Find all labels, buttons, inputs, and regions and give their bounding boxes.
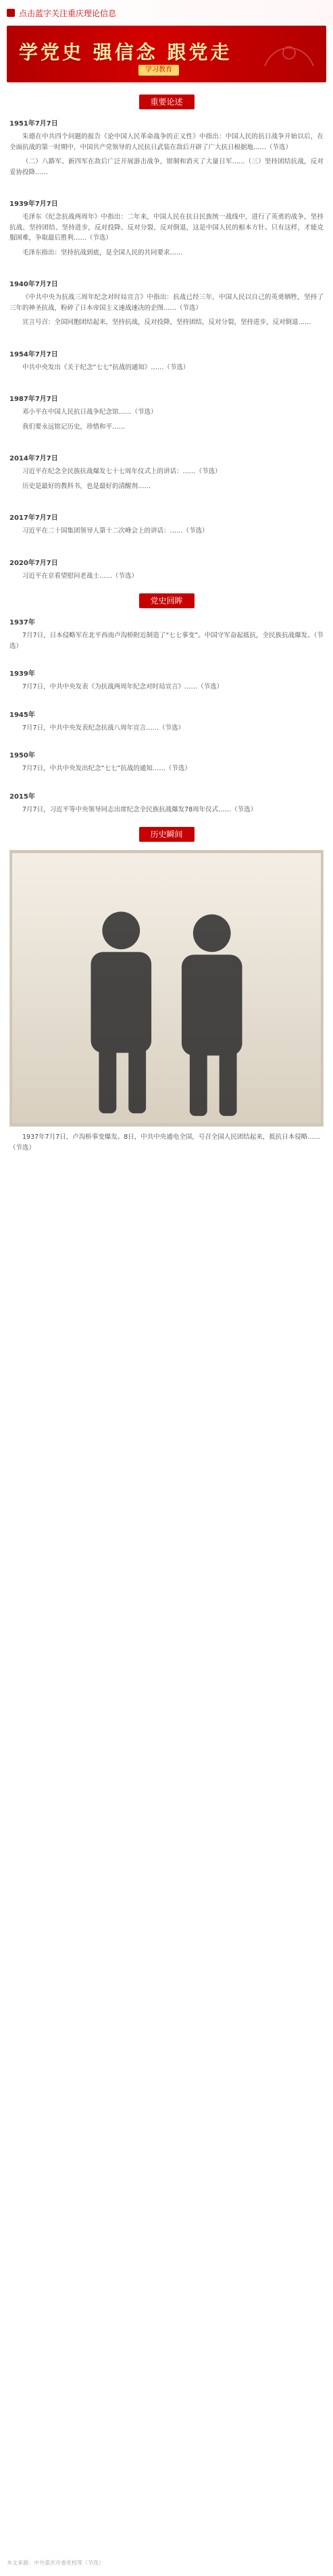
paragraph: 历史是最好的教科书，也是最好的清醒剂…… bbox=[22, 482, 151, 490]
timeline-block bbox=[9, 709, 324, 734]
paragraph: 7月7日，习近平等中央领导同志出席纪念全民族抗战爆发78周年仪式……（节选） bbox=[22, 805, 257, 813]
paragraph: 邓小平在中国人民抗日战争纪念馆……（节选） bbox=[22, 408, 157, 416]
year-label: 2017年7月7日 bbox=[9, 514, 58, 522]
year-label: 1950年 bbox=[9, 752, 35, 759]
paragraph: 朱德在中共四个问题的报告《论中国人民革命战争的正义性》中指出：中国人民的抗日战争开始以后，在全面抗战的第一时期中，中国共产党领导的人民抗日武装在敌后开辟了广大抗日根据地……（节选） bbox=[9, 133, 324, 151]
paragraph: 宣言号召：全国同胞团结起来，坚持抗战，反对投降，坚持团结，反对分裂，坚持进步，反对倒退…… bbox=[22, 319, 311, 326]
paragraph: 我们要永远铭记历史，珍惜和平…… bbox=[22, 423, 126, 431]
banner-decoration-icon bbox=[259, 34, 319, 74]
section-title-moment: 历史瞬间 bbox=[139, 827, 195, 842]
timeline-block bbox=[9, 668, 324, 693]
photo-caption: 1937年7月7日，卢沟桥事变爆发。8日，中共中央通电全国，号召全国人民团结起来，抵抗日本侵略……（节选） bbox=[9, 1133, 321, 1152]
year-label: 1940年7月7日 bbox=[9, 281, 58, 288]
year-label: 1945年 bbox=[9, 711, 35, 719]
paragraph: （二）八路军、新四军在敌后广泛开展游击战争，钳制和消灭了大量日军……（三）坚持团结抗战，反对妥协投降…… bbox=[9, 158, 324, 176]
paragraph: 7月7日，日本侵略军在北平西南卢沟桥附近制造了“七七事变”。中国守军奋起抵抗，全民族抗战爆发。（节选） bbox=[9, 632, 324, 650]
year-label: 2015年 bbox=[9, 793, 35, 801]
paragraph: 习近平在京看望慰问老战士……（节选） bbox=[22, 572, 138, 580]
paragraph: 习近平在二十国集团领导人第十二次峰会上的讲话：……（节选） bbox=[22, 527, 209, 535]
paragraph: 《中共中央为抗战三周年纪念对时局宣言》中指出：抗战已经三年，中国人民以自己的英勇牺牲，坚持了三年的神圣抗战，粉碎了日本帝国主义速战速决的企图……（节选） bbox=[9, 294, 324, 312]
year-label: 1954年7月7日 bbox=[9, 350, 58, 358]
timeline-block bbox=[9, 393, 324, 432]
year-label: 1939年 bbox=[9, 670, 35, 678]
section-title-history: 党史回眸 bbox=[139, 593, 195, 608]
timeline-block bbox=[9, 790, 324, 815]
paragraph: 习近平在纪念全民族抗战爆发七十七周年仪式上的讲话：……（节选） bbox=[22, 468, 222, 475]
timeline-block bbox=[9, 452, 324, 491]
footer-text: 本文来源：中共重庆市委党校等（节选） bbox=[7, 2560, 104, 2566]
timeline-block bbox=[9, 616, 324, 651]
year-label: 2020年7月7日 bbox=[9, 559, 58, 567]
section-history bbox=[0, 616, 333, 815]
timeline-block bbox=[9, 117, 324, 178]
year-label: 1987年7月7日 bbox=[9, 396, 58, 403]
year-label: 1939年7月7日 bbox=[9, 200, 58, 208]
square-icon bbox=[7, 9, 15, 17]
year-label: 1951年7月7日 bbox=[9, 120, 58, 128]
paragraph: 毛泽东指出：坚持抗战到底，是全国人民的共同要求…… bbox=[22, 248, 183, 257]
paragraph: 7月7日，中共中央发表《为抗战两周年纪念对时局宣言》……（节选） bbox=[22, 683, 224, 691]
timeline-block bbox=[9, 512, 324, 537]
section-important bbox=[0, 117, 333, 581]
section-title-important: 重要论述 bbox=[139, 95, 195, 109]
year-label: 2014年7月7日 bbox=[9, 455, 58, 462]
timeline-block bbox=[9, 749, 324, 774]
paragraph: 中共中央发出《关于纪念“七七”抗战的通知》……（节选） bbox=[22, 363, 190, 371]
timeline-block bbox=[9, 557, 324, 582]
timeline-block bbox=[9, 278, 324, 328]
banner-subtitle: 学习教育 bbox=[138, 65, 179, 76]
historical-photo bbox=[9, 850, 324, 1127]
paragraph: 7月7日，中共中央发表纪念抗战八周年宣言……（节选） bbox=[22, 724, 185, 732]
banner-slogan: 学党史 强信念 跟党走 bbox=[19, 41, 232, 63]
paragraph: 毛泽东《纪念抗战两周年》中指出：二年来，中国人民在抗日民族统一战线中，进行了英勇的战争，坚持抗战、坚持团结、坚持进步，反对投降、反对分裂、反对倒退，这是中国人民的根本方针。只有这样，才能克服困难，争取最后胜利……（节选） bbox=[9, 213, 324, 242]
year-label: 1937年 bbox=[9, 619, 35, 626]
subscribe-text[interactable]: 点击蓝字关注重庆理论信息 bbox=[19, 8, 117, 18]
timeline-block bbox=[9, 198, 324, 258]
historical-photo-icon bbox=[10, 851, 323, 1126]
paragraph: 7月7日，中共中央发出纪念“七七”抗战的通知……（节选） bbox=[22, 765, 191, 772]
top-bar bbox=[0, 0, 333, 26]
banner bbox=[7, 26, 326, 82]
timeline-block bbox=[9, 348, 324, 373]
